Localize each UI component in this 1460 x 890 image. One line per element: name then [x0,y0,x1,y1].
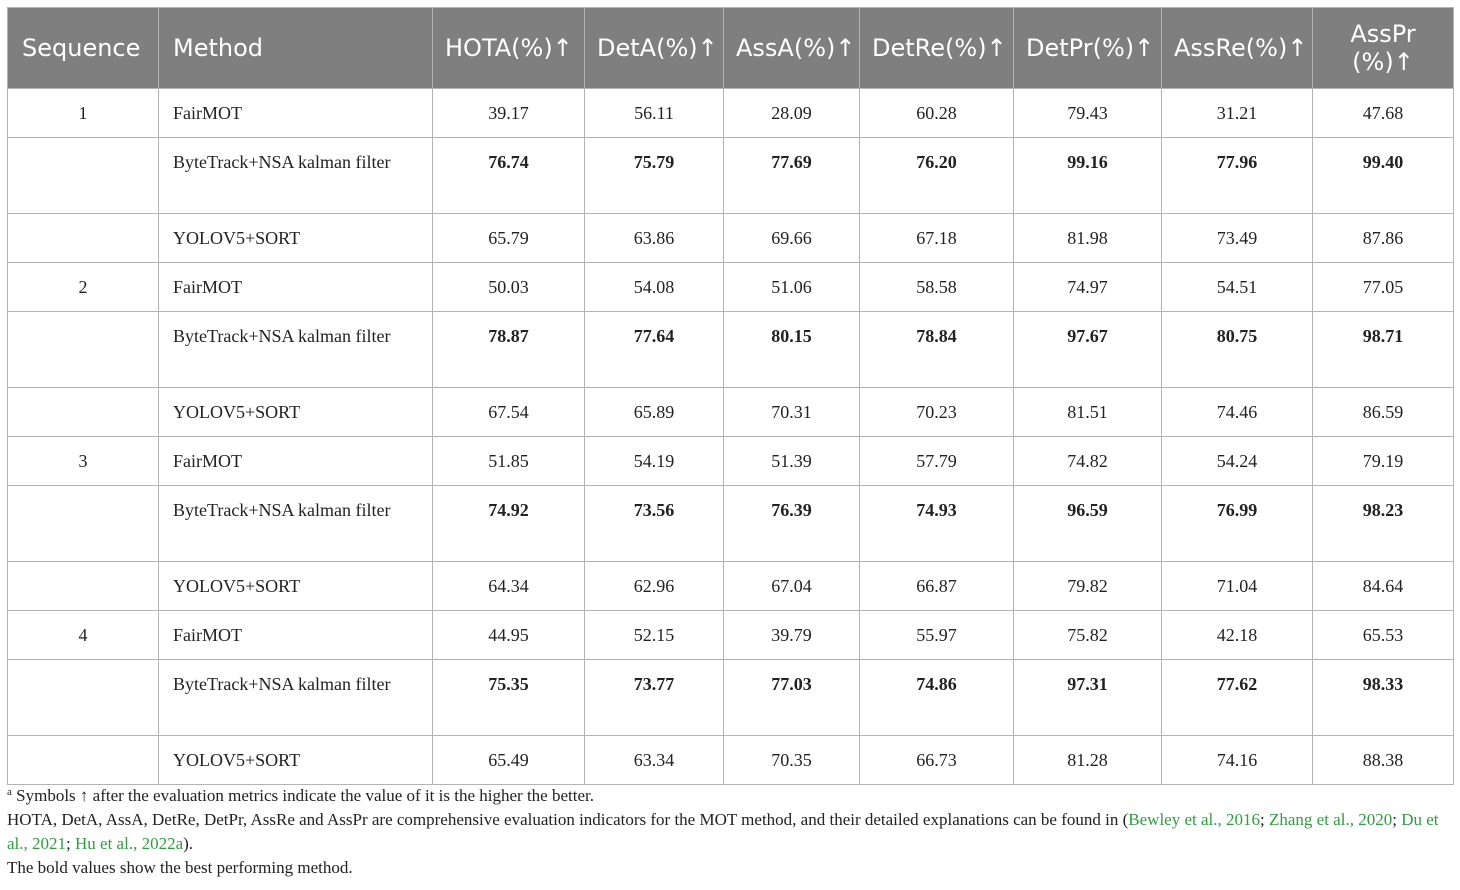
cell-detre: 74.93 [860,486,1014,562]
table-footnotes [7,784,1453,880]
cell-detpr: 99.16 [1014,138,1162,214]
cell-hota: 67.54 [433,388,585,437]
cell-method: FairMOT [159,263,433,312]
cell-asspr: 79.19 [1313,437,1454,486]
header-deta: DetA(%)↑ [585,8,724,89]
header-asspr: AssPr (%)↑ [1313,8,1454,89]
cell-asspr: 65.53 [1313,611,1454,660]
cell-asspr: 87.86 [1313,214,1454,263]
header-assa: AssA(%)↑ [724,8,860,89]
cell-deta: 73.56 [585,486,724,562]
cell-asspr: 77.05 [1313,263,1454,312]
cell-detpr: 97.31 [1014,660,1162,736]
table-row [8,138,1454,214]
cell-sequence [8,312,159,388]
cell-asspr: 98.23 [1313,486,1454,562]
cell-assa: 70.31 [724,388,860,437]
cell-asspr: 98.33 [1313,660,1454,736]
cell-assre: 80.75 [1162,312,1313,388]
cell-detre: 60.28 [860,89,1014,138]
header-sequence: Sequence [8,8,159,89]
cell-assa: 51.39 [724,437,860,486]
table-row [8,214,1454,263]
cell-method: YOLOV5+SORT [159,736,433,785]
cell-hota: 75.35 [433,660,585,736]
cell-detre: 66.87 [860,562,1014,611]
cell-assre: 73.49 [1162,214,1313,263]
cell-sequence [8,736,159,785]
citation-link[interactable]: Du et al., 2021 [7,810,1439,853]
header-detpr: DetPr(%)↑ [1014,8,1162,89]
cell-assre: 76.99 [1162,486,1313,562]
cell-assre: 54.51 [1162,263,1313,312]
cell-detre: 67.18 [860,214,1014,263]
cell-assre: 77.96 [1162,138,1313,214]
cell-sequence [8,660,159,736]
table-row [8,388,1454,437]
cell-assa: 77.69 [724,138,860,214]
cell-method: ByteTrack+NSA kalman filter [159,486,433,562]
results-table-container [7,7,1453,785]
footnote-metrics [7,808,1453,856]
cell-assre: 74.16 [1162,736,1313,785]
cell-deta: 77.64 [585,312,724,388]
cell-sequence: 1 [8,89,159,138]
cell-assa: 80.15 [724,312,860,388]
table-row [8,660,1454,736]
cell-hota: 65.79 [433,214,585,263]
cell-deta: 52.15 [585,611,724,660]
cell-hota: 65.49 [433,736,585,785]
footnote-bold: The bold values show the best performing method. [7,858,353,877]
cell-sequence [8,214,159,263]
cell-hota: 78.87 [433,312,585,388]
cell-method: FairMOT [159,89,433,138]
cell-deta: 56.11 [585,89,724,138]
table-row [8,736,1454,785]
footnote-metrics-text: HOTA, DetA, AssA, DetRe, DetPr, AssRe and AssPr are comprehensive evaluation indicators for the MOT method, and their detailed explanations can be found in ( [7,810,1129,829]
cell-sequence [8,486,159,562]
cell-deta: 75.79 [585,138,724,214]
citation-link[interactable]: Bewley et al., 2016 [1128,810,1260,829]
cell-method: YOLOV5+SORT [159,562,433,611]
cell-detpr: 81.98 [1014,214,1162,263]
cell-asspr: 88.38 [1313,736,1454,785]
cell-hota: 64.34 [433,562,585,611]
cell-assa: 39.79 [724,611,860,660]
cell-hota: 74.92 [433,486,585,562]
cell-detre: 55.97 [860,611,1014,660]
cell-assa: 76.39 [724,486,860,562]
cell-sequence [8,138,159,214]
cell-method: ByteTrack+NSA kalman filter [159,312,433,388]
cell-hota: 76.74 [433,138,585,214]
cell-asspr: 98.71 [1313,312,1454,388]
cell-detre: 74.86 [860,660,1014,736]
cell-detpr: 79.43 [1014,89,1162,138]
cell-method: ByteTrack+NSA kalman filter [159,660,433,736]
cell-method: FairMOT [159,611,433,660]
cell-assre: 42.18 [1162,611,1313,660]
citation-separator: ; [66,834,76,853]
cell-detpr: 96.59 [1014,486,1162,562]
cell-detre: 66.73 [860,736,1014,785]
cell-deta: 65.89 [585,388,724,437]
cell-detpr: 74.82 [1014,437,1162,486]
header-assre: AssRe(%)↑ [1162,8,1313,89]
cell-sequence [8,388,159,437]
cell-method: YOLOV5+SORT [159,214,433,263]
cell-method: ByteTrack+NSA kalman filter [159,138,433,214]
cell-assre: 71.04 [1162,562,1313,611]
header-detre: DetRe(%)↑ [860,8,1014,89]
table-row [8,312,1454,388]
cell-detre: 58.58 [860,263,1014,312]
cell-asspr: 84.64 [1313,562,1454,611]
table-row [8,562,1454,611]
cell-assa: 77.03 [724,660,860,736]
cell-asspr: 99.40 [1313,138,1454,214]
cell-detpr: 74.97 [1014,263,1162,312]
cell-detre: 70.23 [860,388,1014,437]
cell-deta: 54.19 [585,437,724,486]
cell-sequence: 2 [8,263,159,312]
cell-assa: 69.66 [724,214,860,263]
cell-detpr: 75.82 [1014,611,1162,660]
cell-hota: 51.85 [433,437,585,486]
cell-detpr: 79.82 [1014,562,1162,611]
cell-assa: 67.04 [724,562,860,611]
citation-link[interactable]: Hu et al., 2022a [75,834,184,853]
cell-detre: 78.84 [860,312,1014,388]
cell-assre: 77.62 [1162,660,1313,736]
footnote-metrics-end: ). [183,834,194,853]
cell-method: FairMOT [159,437,433,486]
footnote-symbols-text: Symbols ↑ after the evaluation metrics indicate the value of it is the higher the better. [16,786,594,805]
footnote-marker: a [7,786,12,798]
results-table [7,7,1454,785]
cell-asspr: 86.59 [1313,388,1454,437]
cell-deta: 63.86 [585,214,724,263]
citation-link[interactable]: Zhang et al., 2020 [1268,810,1393,829]
table-row [8,437,1454,486]
table-row [8,486,1454,562]
cell-detpr: 81.51 [1014,388,1162,437]
cell-deta: 73.77 [585,660,724,736]
cell-detre: 76.20 [860,138,1014,214]
cell-sequence [8,562,159,611]
cell-assa: 51.06 [724,263,860,312]
cell-assa: 28.09 [724,89,860,138]
cell-hota: 44.95 [433,611,585,660]
citation-separator: ; [1260,810,1269,829]
cell-asspr: 47.68 [1313,89,1454,138]
cell-hota: 39.17 [433,89,585,138]
cell-detre: 57.79 [860,437,1014,486]
header-method: Method [159,8,433,89]
citation-separator: ; [1392,810,1402,829]
cell-detpr: 97.67 [1014,312,1162,388]
cell-assre: 31.21 [1162,89,1313,138]
cell-assre: 54.24 [1162,437,1313,486]
table-row [8,611,1454,660]
table-row [8,263,1454,312]
cell-hota: 50.03 [433,263,585,312]
table-row [8,89,1454,138]
cell-assre: 74.46 [1162,388,1313,437]
cell-sequence: 4 [8,611,159,660]
cell-sequence: 3 [8,437,159,486]
table-header-row [8,8,1454,89]
header-hota: HOTA(%)↑ [433,8,585,89]
cell-assa: 70.35 [724,736,860,785]
footnote-symbols [7,784,1453,808]
cell-deta: 54.08 [585,263,724,312]
cell-deta: 63.34 [585,736,724,785]
cell-method: YOLOV5+SORT [159,388,433,437]
cell-detpr: 81.28 [1014,736,1162,785]
cell-deta: 62.96 [585,562,724,611]
